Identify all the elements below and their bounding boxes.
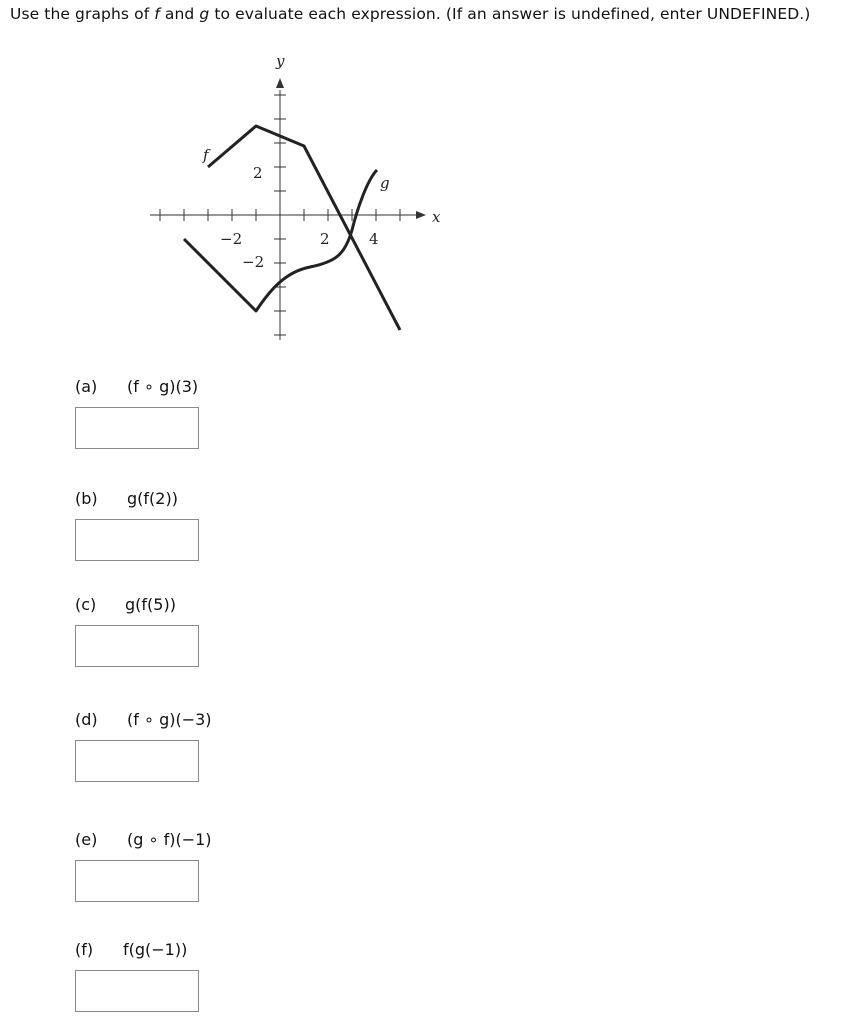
- f-label: f: [203, 146, 209, 164]
- problem-label: (d): [75, 710, 98, 729]
- x-tick-label-neg2: −2: [220, 230, 243, 248]
- instructions-part3: to evaluate each expression. (If an answer is undefined, enter UNDEFINED.): [209, 5, 811, 23]
- problem-expression: f(g(−1)): [123, 940, 188, 959]
- y-axis-label: y: [276, 52, 285, 70]
- answer-input-d[interactable]: [75, 740, 199, 782]
- f-curve: [208, 126, 400, 330]
- instructions-part1: Use the graphs of: [10, 5, 155, 23]
- problem-expression: (g ∘ f)(−1): [127, 830, 212, 849]
- function-graph: [145, 50, 445, 350]
- instructions-g: g: [199, 5, 210, 23]
- graph-svg: [145, 50, 445, 350]
- y-tick-label-2: 2: [253, 164, 263, 182]
- problem-expression: (f ∘ g)(3): [127, 377, 199, 396]
- y-axis-arrow: [276, 78, 284, 88]
- x-tick-label-2: 2: [320, 230, 330, 248]
- x-tick-label-4: 4: [369, 230, 379, 248]
- x-axis-arrow: [416, 211, 426, 219]
- problem-label: (a): [75, 377, 98, 396]
- problem-label: (e): [75, 830, 98, 849]
- x-axis-label: x: [432, 208, 441, 226]
- problem-label: (f): [75, 940, 94, 959]
- answer-input-a[interactable]: [75, 407, 199, 449]
- problem-expression: (f ∘ g)(−3): [127, 710, 212, 729]
- answer-input-b[interactable]: [75, 519, 199, 561]
- g-label: g: [380, 174, 390, 192]
- problem-expression: g(f(5)): [125, 595, 176, 614]
- instructions-text: [10, 5, 810, 23]
- problem-label: (b): [75, 489, 98, 508]
- y-tick-label-neg2: −2: [242, 253, 265, 271]
- instructions-part2: and: [159, 5, 200, 23]
- answer-input-f[interactable]: [75, 970, 199, 1012]
- problem-expression: g(f(2)): [127, 489, 178, 508]
- problem-label: (c): [75, 595, 97, 614]
- answer-input-e[interactable]: [75, 860, 199, 902]
- instructions-f: f: [154, 5, 160, 23]
- answer-input-c[interactable]: [75, 625, 199, 667]
